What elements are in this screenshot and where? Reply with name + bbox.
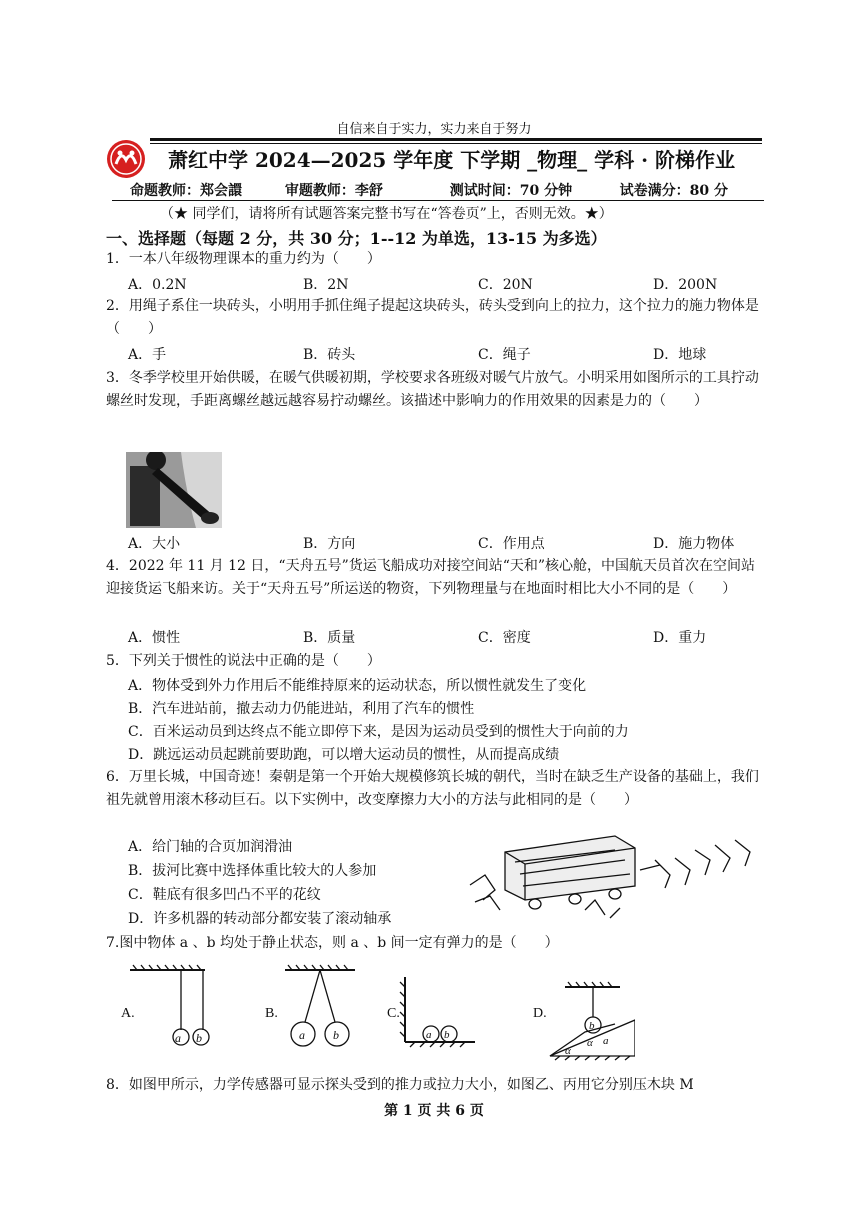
label-a: A. <box>121 1006 135 1021</box>
meta-rule <box>112 200 764 201</box>
option-a: A．给门轴的合页加润滑油 <box>128 839 293 855</box>
wrench-photo <box>126 452 222 528</box>
question-2: 2．用绳子系住一块砖头，小明用手抓住绳子提起这块砖头，砖头受到向上的拉力，这个拉力的施力物体是（ ） <box>106 298 759 337</box>
ball-b: b <box>444 1029 450 1041</box>
option-c: C．百米运动员到达终点不能立即停下来，是因为运动员受到的惯性大于向前的力 <box>128 724 629 740</box>
option-d: D．200N <box>653 277 718 293</box>
option-d: D．跳远运动员起跳前要助跑，可以增大运动员的惯性，从而提高成绩 <box>128 747 560 763</box>
option-a: A．物体受到外力作用后不能维持原来的运动状态，所以惯性就发生了变化 <box>128 678 587 694</box>
ball-b: b <box>333 1028 339 1042</box>
option-b: B．2N <box>303 277 349 293</box>
label-d: D. <box>533 1006 547 1021</box>
angle-label: α <box>565 1045 571 1057</box>
option-c: C．鞋底有很多凹凸不平的花纹 <box>128 887 321 903</box>
option-c: C．20N <box>478 277 533 293</box>
option-a: A．大小 <box>128 536 181 552</box>
school-logo-icon <box>105 138 147 180</box>
question-1: 1．一本八年级物理课本的重力约为（ ） <box>106 251 381 267</box>
block-a: a <box>603 1035 609 1047</box>
question-6: 6．万里长城，中国奇迹！秦朝是第一个开始大规模修筑长城的朝代，当时在缺乏生产设备的基础上，我们祖先就曾用滚木移动巨石。以下实例中，改变摩擦力大小的方法与此相同的是（ ） <box>106 769 759 808</box>
option-a: A．惯性 <box>128 630 181 646</box>
notice: （★ 同学们，请将所有试题答案完整书写在“答卷页”上，否则无效。★） <box>160 206 613 222</box>
option-b: B．方向 <box>303 536 356 552</box>
exam-meta <box>130 180 728 200</box>
option-a: A．0.2N <box>128 277 187 293</box>
option-a: A．手 <box>128 347 167 363</box>
great-wall-stone-illustration <box>465 830 765 925</box>
option-d: D．许多机器的转动部分都安装了滚动轴承 <box>128 911 392 927</box>
figure-7-diagrams <box>115 962 635 1062</box>
full-score: 试卷满分：80 分 <box>619 183 728 199</box>
motto: 自信来自于实力，实力来自于努力 <box>336 122 532 137</box>
option-b: B．拔河比赛中选择体重比较大的人参加 <box>128 863 377 879</box>
ball-b: b <box>196 1031 202 1045</box>
option-c: C．绳子 <box>478 347 531 363</box>
label-c: C. <box>387 1006 400 1021</box>
option-b: B．质量 <box>303 630 356 646</box>
question-3: 3．冬季学校里开始供暖，在暖气供暖初期，学校要求各班级对暖气片放气。小明采用如图所示的工具拧动螺丝时发现，手距离螺丝越远越容易拧动螺丝。该描述中影响力的作用效果的因素是力的（ ） <box>106 370 759 409</box>
test-time: 测试时间：70 分钟 <box>449 183 573 199</box>
option-d: D．地球 <box>653 347 707 363</box>
reviewer: 审题教师：李舒 <box>284 183 383 199</box>
page-title: 萧红中学 2024—2025 学年度 下学期 _物理_ 学科 · 阶梯作业 <box>168 148 736 172</box>
ball-a: a <box>426 1029 432 1041</box>
question-4: 4．2022 年 11 月 12 日，“天舟五号”货运飞船成功对接空间站“天和”核心舱，中国航天员首次在空间站迎接货运飞船来访。关于“天舟五号”所运送的物资，下列物理量与在地面时相比大小不同的是（ ） <box>106 558 756 597</box>
question-7: 7.图中物体 a 、b 均处于静止状态，则 a 、b 间一定有弹力的是（ ） <box>106 935 559 951</box>
section-heading: 一、选择题（每题 2 分，共 30 分；1--12 为单选，13-15 为多选） <box>106 229 607 248</box>
label-b: B. <box>265 1006 278 1021</box>
question-8: 8．如图甲所示，力学传感器可显示探头受到的推力或拉力大小，如图乙、丙用它分别压木块 M <box>106 1077 694 1093</box>
option-c: C．密度 <box>478 630 531 646</box>
option-c: C．作用点 <box>478 536 545 552</box>
header-rule <box>150 138 762 141</box>
option-d: D．施力物体 <box>653 536 735 552</box>
option-d: D．重力 <box>653 630 707 646</box>
page-footer: 第 1 页 共 6 页 <box>384 1103 484 1119</box>
question-5: 5．下列关于惯性的说法中正确的是（ ） <box>106 653 381 669</box>
author: 命题教师：郑会譞 <box>130 183 242 199</box>
option-b: B．汽车进站前，撤去动力仍能进站，利用了汽车的惯性 <box>128 701 475 717</box>
ball-a: a <box>299 1028 305 1042</box>
option-b: B．砖头 <box>303 347 356 363</box>
ball-a: a <box>175 1031 181 1045</box>
ball-b: b <box>589 1020 595 1032</box>
angle-label: α <box>587 1037 593 1049</box>
